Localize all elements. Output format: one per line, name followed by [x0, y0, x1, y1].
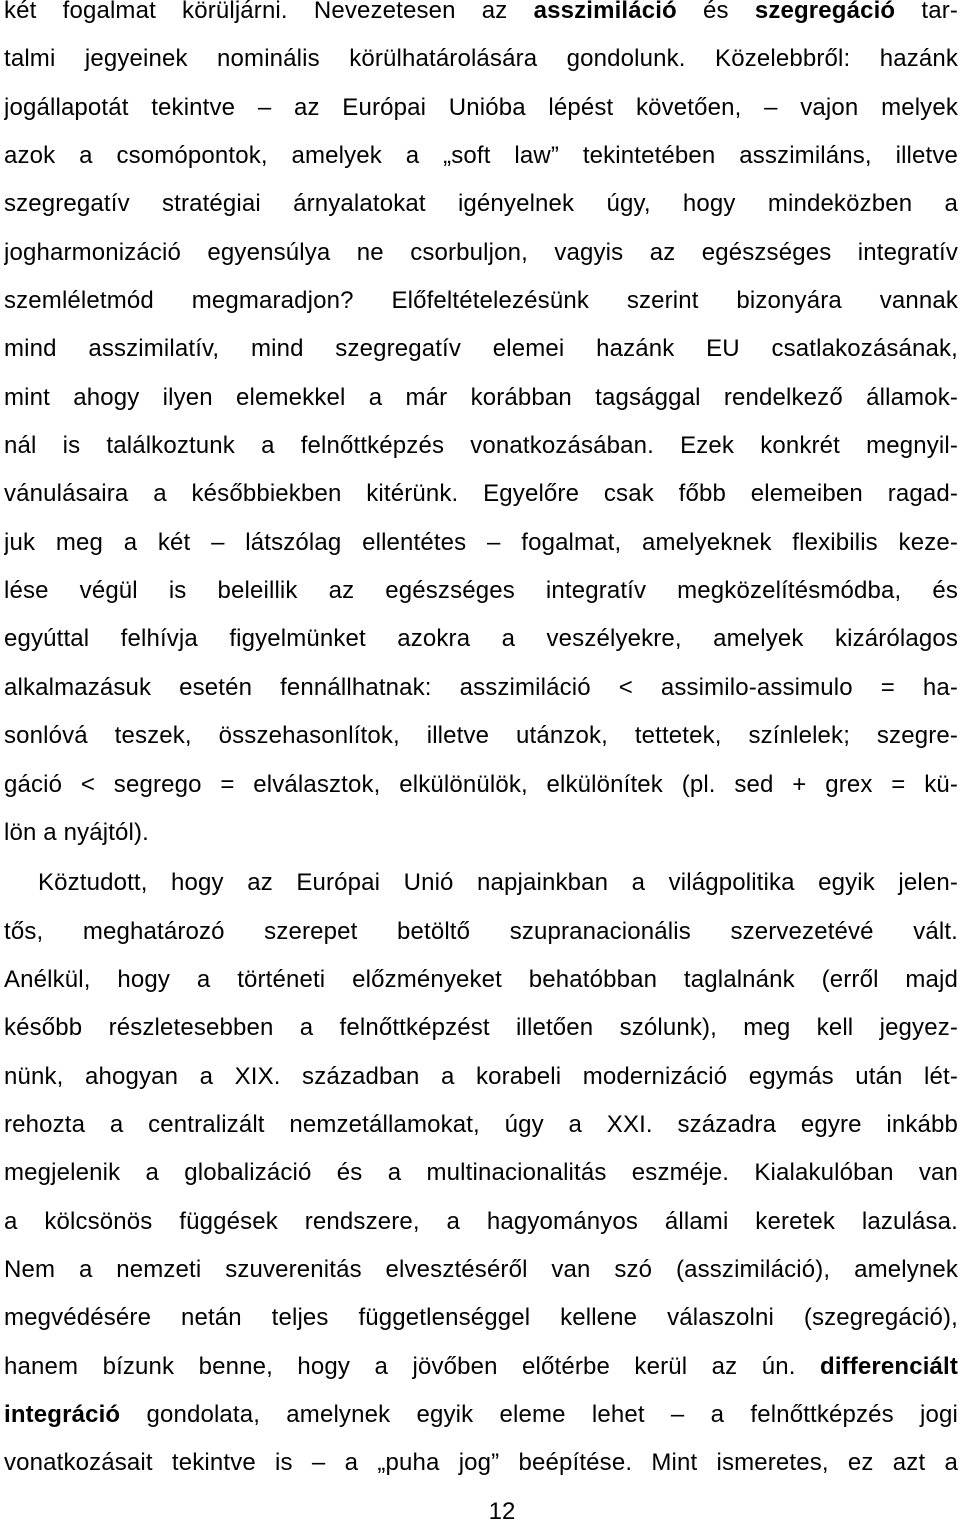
text-line — [4, 1198, 958, 1246]
text-segment: juk meg a két – látszólag ellentétes – fogalmat, amelyeknek flexibilis keze- — [4, 528, 958, 556]
text-segment: nál is találkoztunk a felnőttképzés vonatkozásában. Ezek konkrét megnyil- — [4, 432, 958, 460]
text-segment: jogállapotát tekintve – az Európai Unióba lépést követően, – vajon melyek — [4, 93, 958, 121]
body-text — [4, 0, 958, 1488]
text-line — [4, 1246, 958, 1294]
text-line — [4, 615, 958, 663]
text-line — [4, 84, 958, 132]
text-segment: alkalmazásuk esetén fennállhatnak: asszimiláció < assimilo-assimulo = ha- — [4, 673, 958, 701]
text-segment: lése végül is beleillik az egészséges integratív megközelítésmódba, és — [4, 577, 958, 605]
text-segment: két fogalmat körüljárni. Nevezetesen az — [4, 0, 534, 24]
text-segment: megvédésére netán teljes függetlenséggel kellene válaszolni (szegregáció), — [4, 1304, 958, 1332]
text-line — [4, 519, 958, 567]
text-segment: rehozta a centralizált nemzetállamokat, úgy a XXI. századra egyre inkább — [4, 1110, 958, 1138]
paragraph — [4, 859, 958, 1487]
text-segment: tős, meghatározó szerepet betöltő szupranacionális szervezetévé vált. — [4, 917, 958, 945]
document-page — [4, 0, 958, 1488]
text-line — [4, 374, 958, 422]
text-segment: mind asszimilatív, mind szegregatív elemei hazánk EU csatlakozásának, — [4, 335, 958, 363]
text-segment: gondolata, amelynek egyik eleme lehet – a felnőttképzés jogi — [120, 1400, 958, 1428]
text-segment: hanem bízunk benne, hogy a jövőben előtérbe kerül az ún. — [4, 1352, 821, 1380]
bold-term: asszimiláció — [533, 0, 677, 24]
text-segment: gáció < segrego = elválasztok, elkülönülök, elkülönítek (pl. sed + grex = kü- — [4, 770, 958, 798]
text-segment: vánulásaira a későbbiekben kitérünk. Egyelőre csak főbb elemeiben ragad- — [4, 480, 958, 508]
text-line — [4, 35, 958, 83]
text-line — [4, 956, 958, 1004]
text-segment: azok a csomópontok, amelyek a „soft law” tekintetében asszimiláns, illetve — [4, 142, 958, 170]
text-line — [4, 1294, 958, 1342]
text-line — [4, 470, 958, 518]
text-line — [4, 1004, 958, 1052]
text-line — [4, 0, 958, 35]
text-segment: megjelenik a globalizáció és a multinacionalitás eszméje. Kialakulóban van — [4, 1159, 958, 1187]
text-segment: szemléletmód megmaradjon? Előfeltételezésünk szerint bizonyára vannak — [4, 287, 958, 315]
text-segment: jogharmonizáció egyensúlya ne csorbuljon, vagyis az egészséges integratív — [4, 238, 958, 266]
text-line — [4, 1053, 958, 1101]
text-line — [4, 567, 958, 615]
text-segment: talmi jegyeinek nominális körülhatárolására gondolunk. Közelebbről: hazánk — [4, 45, 958, 73]
text-line — [4, 229, 958, 277]
text-segment: később részletesebben a felnőttképzést illetően szólunk), meg kell jegyez- — [4, 1014, 958, 1042]
text-line — [4, 132, 958, 180]
text-line — [4, 664, 958, 712]
text-segment: és — [676, 0, 755, 24]
text-segment: nünk, ahogyan a XIX. században a korabeli modernizáció egymás után lét- — [4, 1062, 958, 1090]
bold-term: szegregáció — [754, 0, 896, 24]
text-line — [4, 1101, 958, 1149]
text-segment: egyúttal felhívja figyelmünket azokra a veszélyekre, amelyek kizárólagos — [4, 625, 958, 653]
text-segment: mint ahogy ilyen elemekkel a már korábban tagsággal rendelkező államok- — [4, 383, 958, 411]
text-segment: vonatkozásait tekintve is – a „puha jog” beépítése. Mint ismeretes, ez azt a — [4, 1449, 958, 1477]
text-segment: tar- — [895, 0, 958, 24]
text-segment: sonlóvá teszek, összehasonlítok, illetve utánzok, tettetek, színlelek; szegre- — [4, 722, 958, 750]
bold-term: integráció — [4, 1400, 121, 1428]
text-segment: a kölcsönös függések rendszere, a hagyományos állami keretek lazulása. — [4, 1207, 958, 1235]
text-line — [4, 908, 958, 956]
text-line — [4, 1343, 958, 1391]
text-segment: Nem a nemzeti szuverenitás elvesztéséről van szó (asszimiláció), amelynek — [4, 1255, 958, 1283]
text-line — [4, 1149, 958, 1197]
text-line — [4, 761, 958, 809]
bold-term: differenciált — [820, 1352, 958, 1380]
text-line — [4, 809, 958, 857]
text-line — [4, 1439, 958, 1487]
text-line — [4, 859, 958, 907]
text-line — [4, 422, 958, 470]
text-segment: Anélkül, hogy a történeti előzményeket behatóbban taglalnánk (erről majd — [4, 965, 958, 993]
text-segment: Köztudott, hogy az Európai Unió napjainkban a világpolitika egyik jelen- — [38, 869, 958, 897]
text-segment: lön a nyájtól). — [4, 818, 149, 846]
text-line — [4, 325, 958, 373]
text-line — [4, 180, 958, 228]
text-line — [4, 1391, 958, 1439]
text-segment: szegregatív stratégiai árnyalatokat igényelnek úgy, hogy mindeközben a — [4, 190, 958, 218]
paragraph — [4, 0, 958, 857]
text-line — [4, 712, 958, 760]
page-number: 12 — [488, 1498, 516, 1525]
text-line — [4, 277, 958, 325]
